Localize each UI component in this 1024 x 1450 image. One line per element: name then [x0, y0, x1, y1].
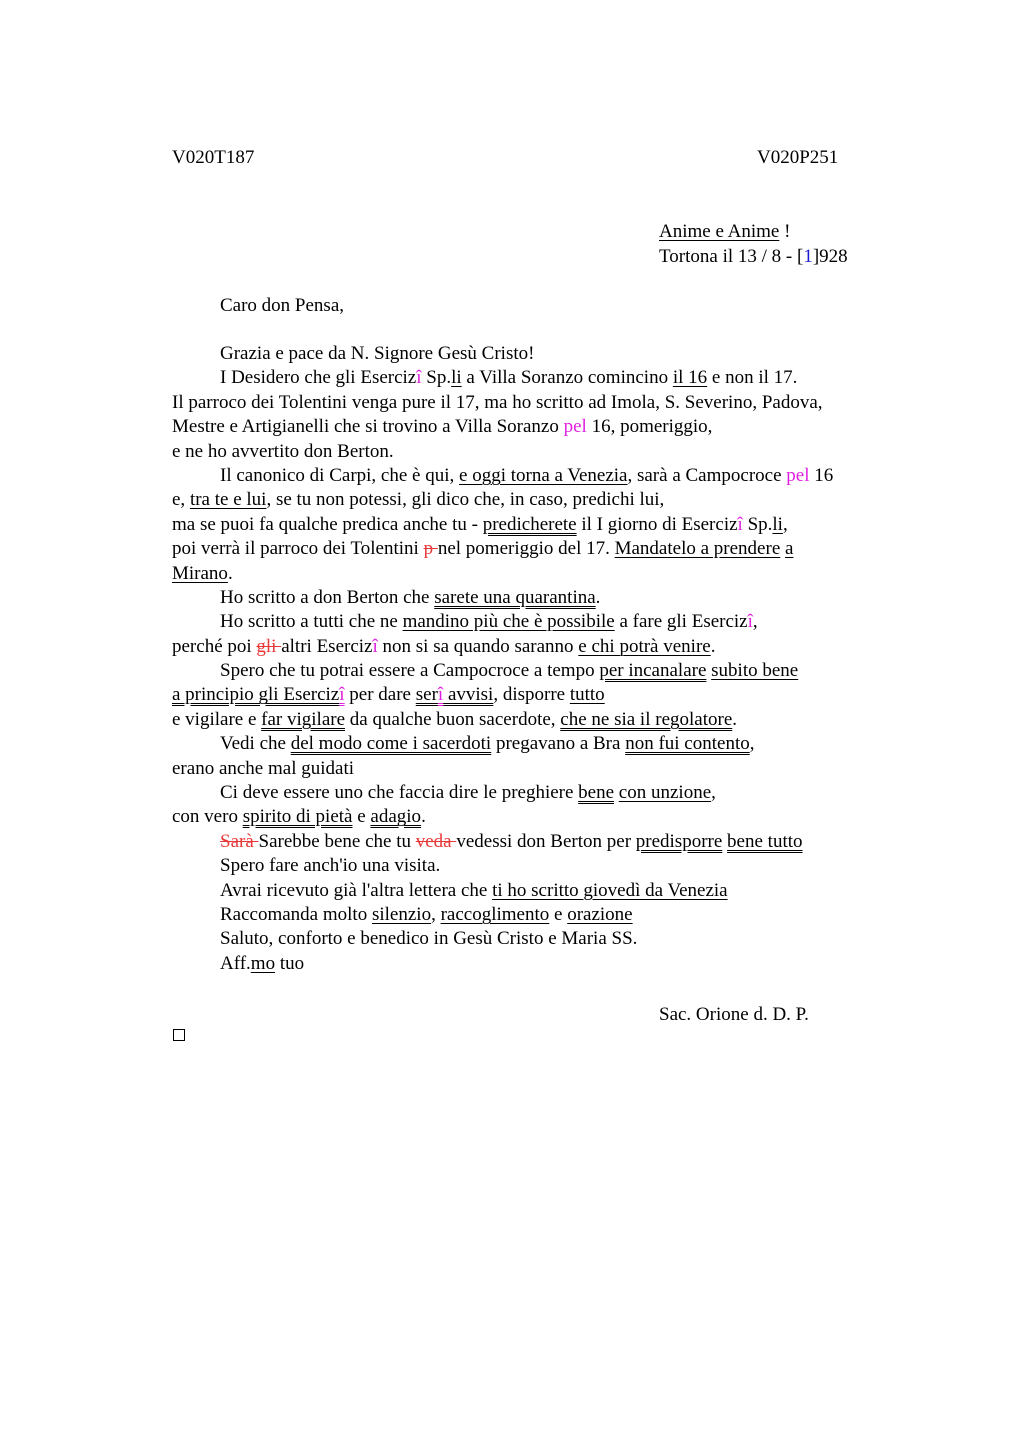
text-span: poi verrà il parroco dei Tolentini	[172, 538, 424, 560]
underlined-text: silenzio	[371, 903, 432, 925]
text-span: altri Eserciz	[281, 635, 373, 657]
underlined-text: orazione	[567, 903, 633, 925]
underlined-text: subito bene	[711, 660, 799, 682]
text-span: , se tu non potessi, gli dico che, in caso, predichi lui,	[266, 489, 665, 511]
editorial-mark: pel	[563, 416, 587, 438]
body-line	[172, 659, 912, 683]
text-span: .	[421, 806, 426, 828]
text-span: .	[227, 562, 233, 584]
body-line: erano anche mal guidati	[172, 757, 355, 779]
body-line	[172, 635, 912, 659]
text-span: Raccomanda molto	[220, 903, 372, 925]
signature: Sac. Orione d. D. P.	[659, 1004, 809, 1025]
editorial-mark: î	[372, 635, 378, 657]
text-span: a fare gli Eserciz	[614, 611, 748, 633]
text-span: I Desidero che gli Eserciz	[220, 367, 417, 389]
body-line	[172, 732, 912, 756]
body-line	[172, 488, 912, 512]
dateline	[659, 245, 848, 269]
text-span: e,	[172, 489, 190, 511]
underlined-text: tra te e lui	[189, 489, 267, 511]
underlined-text: raccoglimento	[440, 903, 550, 925]
body-line	[172, 879, 912, 903]
double-underlined-text: spirito di pietà	[242, 806, 353, 828]
body-line	[172, 562, 912, 586]
text-span: ma se puoi fa qualche predica anche tu -	[172, 513, 483, 535]
motto-punct: !	[779, 221, 791, 242]
text-span: e	[549, 903, 568, 925]
editorial-mark: î	[437, 684, 444, 706]
salutation: Caro don Pensa,	[220, 295, 345, 316]
double-underlined-text: del modo come i sacerdoti	[290, 733, 492, 755]
body-line	[172, 781, 912, 805]
struck-deletion: gli	[256, 635, 282, 657]
body-line	[172, 586, 912, 610]
underlined-text: il 16	[672, 367, 708, 389]
text-span: ,	[752, 611, 758, 633]
motto-text: Anime e Anime	[659, 221, 780, 242]
text-span: ,	[749, 733, 755, 755]
text-span: nel pomeriggio del 17.	[437, 538, 615, 560]
text-span: Sp.	[421, 367, 452, 389]
struck-deletion: p	[423, 538, 438, 560]
text-span: Sarebbe bene che tu	[258, 830, 416, 852]
double-underlined-text: predicherete	[482, 513, 577, 535]
text-span: Il canonico di Carpi, che è qui,	[220, 464, 460, 486]
end-of-document-box-icon	[173, 1029, 185, 1041]
text-span: ,	[782, 513, 788, 535]
body-line	[172, 513, 912, 537]
document-code-right: V020P251	[757, 147, 839, 168]
underlined-text: mo	[250, 952, 276, 974]
double-underlined-text: bene	[578, 782, 615, 804]
double-underlined-text: far vigilare	[261, 708, 346, 730]
underlined-text: mandino più che è possibile	[402, 611, 615, 633]
double-underlined-text: bene tutto	[727, 830, 803, 852]
body-line	[172, 610, 912, 634]
body-line	[172, 805, 912, 829]
text-span: da qualche buon sacerdote,	[345, 708, 561, 730]
underlined-text: a	[785, 538, 794, 560]
text-span: e non il 17.	[707, 367, 798, 389]
underlined-text: Mandatelo a prendere	[614, 538, 781, 560]
double-underlined-text: non fui contento	[625, 733, 750, 755]
struck-deletion: Sarà	[220, 830, 259, 852]
text-span: non si sa quando saranno	[377, 635, 579, 657]
struck-deletion: veda	[415, 830, 457, 852]
body-line: Grazia e pace da N. Signore Gesù Cristo!	[220, 343, 535, 364]
text-span: tuo	[275, 952, 305, 974]
body-line: Il parroco dei Tolentini venga pure il 17, ma ho scritto ad Imola, S. Severino, Padova,	[172, 391, 823, 413]
text-span: .	[595, 586, 601, 608]
body-line	[172, 415, 912, 439]
text-span: il I giorno di Eserciz	[576, 513, 738, 535]
body-line	[172, 708, 912, 732]
text-span: vedessi don Berton per	[456, 830, 636, 852]
double-underlined-text: predisporre	[635, 830, 723, 852]
body-line	[172, 366, 912, 390]
dateline-editorial-digit: 1	[803, 246, 813, 267]
double-underlined-text: a principio gli Eserciz	[172, 684, 340, 706]
document-code-left: V020T187	[172, 147, 255, 168]
text-span: Vedi che	[220, 733, 291, 755]
text-span: , disporre	[493, 684, 570, 706]
editorial-mark: î	[339, 684, 345, 706]
text-span: pregavano a Bra	[491, 733, 626, 755]
double-underlined-text: per incanalare	[599, 660, 707, 682]
text-span: Ho scritto a tutti che ne	[220, 611, 403, 633]
underlined-text: e chi potrà venire	[578, 635, 711, 657]
underlined-text: e oggi torna a Venezia	[459, 464, 628, 486]
underlined-text: li	[772, 513, 783, 535]
text-span: Ci deve essere uno che faccia dire le preghiere	[220, 782, 579, 804]
text-span: per dare	[344, 684, 416, 706]
motto-line	[659, 220, 790, 244]
editorial-mark: î	[737, 513, 743, 535]
text-span: Mestre e Artigianelli che si trovino a Villa Soranzo	[172, 416, 564, 438]
text-span: .	[732, 708, 738, 730]
text-span: Aff.	[220, 952, 251, 974]
text-span: Sp.	[742, 513, 773, 535]
text-span: 16	[809, 464, 834, 486]
letter-body	[172, 342, 912, 976]
editorial-mark: pel	[786, 464, 810, 486]
underlined-text: Mirano	[172, 562, 228, 584]
body-line	[172, 464, 912, 488]
body-line	[172, 830, 912, 854]
text-span: 16, pomeriggio,	[586, 416, 713, 438]
underlined-text: tutto	[569, 684, 605, 706]
text-span: ,	[431, 903, 441, 925]
double-underlined-text: sarete una quarantina	[434, 586, 596, 608]
text-span: ,	[711, 782, 716, 804]
body-line	[172, 537, 912, 561]
text-span: e	[352, 806, 371, 828]
text-span: e vigilare e	[172, 708, 262, 730]
text-span: Spero che tu potrai essere a Campocroce a tempo	[220, 660, 600, 682]
text-span: con vero	[172, 806, 243, 828]
underlined-text: ti ho scritto giovedì da Venezia	[492, 879, 728, 901]
text-span: a Villa Soranzo comincino	[461, 367, 673, 389]
double-underlined-text: che ne sia il regolatore	[560, 708, 733, 730]
dateline-pre: Tortona il 13 / 8 - [	[659, 246, 804, 267]
body-line: Saluto, conforto e benedico in Gesù Cristo e Maria SS.	[220, 928, 638, 950]
dateline-post: ]928	[812, 246, 848, 267]
body-line: e ne ho avvertito don Berton.	[172, 440, 394, 462]
text-span: perché poi	[172, 635, 257, 657]
double-underlined-text: adagio	[370, 806, 422, 828]
body-line	[172, 952, 912, 976]
text-span: Ho scritto a don Berton che	[220, 586, 435, 608]
body-line	[172, 683, 912, 707]
underlined-text: li	[451, 367, 462, 389]
editorial-mark: î	[747, 611, 753, 633]
text-span: Avrai ricevuto già l'altra lettera che	[220, 879, 493, 901]
double-underlined-text: ser	[415, 684, 438, 706]
body-line	[172, 903, 912, 927]
text-span: , sarà a Campocroce	[627, 464, 787, 486]
underlined-text: con unzione	[618, 782, 712, 804]
double-underlined-text: avvisi	[443, 684, 494, 706]
editorial-mark: î	[416, 367, 422, 389]
body-line: Spero fare anch'io una visita.	[220, 855, 441, 877]
text-span: .	[710, 635, 716, 657]
